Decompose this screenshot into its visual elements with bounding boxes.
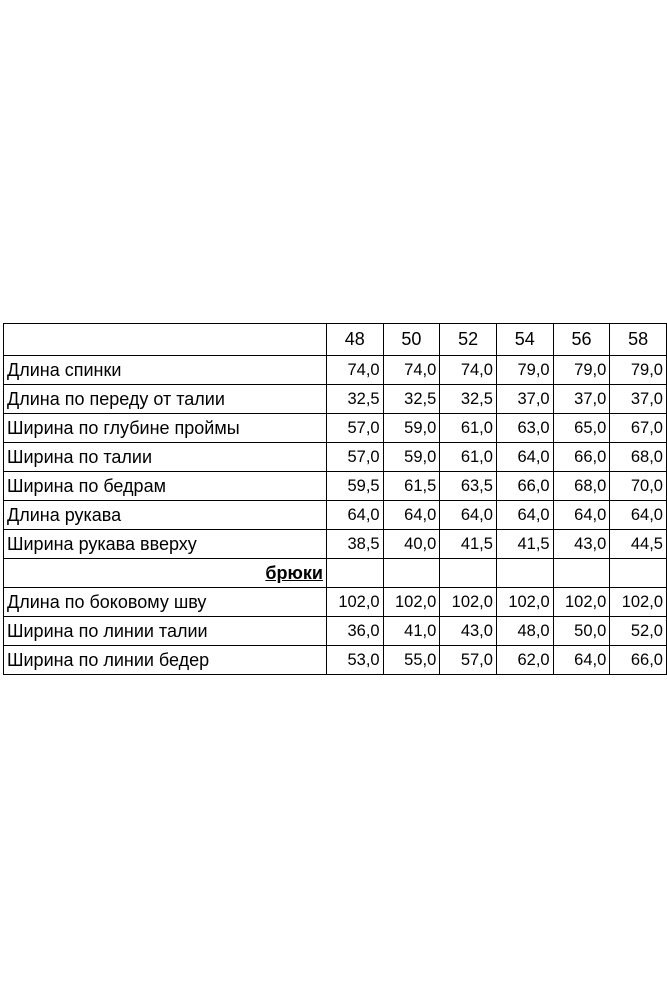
measurement-value: 55,0 [383,646,440,675]
measurement-label: Ширина по бедрам [4,472,327,501]
measurement-value: 79,0 [496,356,553,385]
measurement-value: 59,0 [383,443,440,472]
measurement-row [4,501,667,530]
measurement-value: 61,5 [383,472,440,501]
measurement-row [4,588,667,617]
measurement-value: 50,0 [553,617,610,646]
measurement-value: 64,0 [326,501,383,530]
measurement-row [4,356,667,385]
measurement-value: 64,0 [496,501,553,530]
measurement-value: 79,0 [610,356,667,385]
measurement-value: 102,0 [610,588,667,617]
measurement-value: 102,0 [326,588,383,617]
measurement-value: 67,0 [610,414,667,443]
measurement-value: 37,0 [553,385,610,414]
measurement-value: 43,0 [553,530,610,559]
measurement-value: 37,0 [610,385,667,414]
measurement-label: Длина спинки [4,356,327,385]
measurement-value: 41,0 [383,617,440,646]
empty-cell [383,559,440,588]
measurement-value: 44,5 [610,530,667,559]
measurement-value: 48,0 [496,617,553,646]
measurement-row [4,530,667,559]
measurement-value: 63,0 [496,414,553,443]
measurement-value: 53,0 [326,646,383,675]
measurement-value: 61,0 [440,414,497,443]
measurement-label: Ширина по талии [4,443,327,472]
measurement-value: 66,0 [496,472,553,501]
measurement-value: 57,0 [326,443,383,472]
measurement-row [4,646,667,675]
measurement-value: 64,0 [610,501,667,530]
measurement-value: 57,0 [326,414,383,443]
measurement-row [4,472,667,501]
measurement-value: 52,0 [610,617,667,646]
empty-cell [326,559,383,588]
measurement-value: 68,0 [610,443,667,472]
measurement-value: 41,5 [440,530,497,559]
measurement-value: 62,0 [496,646,553,675]
measurement-value: 32,5 [326,385,383,414]
size-chart-body [4,324,667,675]
empty-cell [553,559,610,588]
measurement-value: 32,5 [383,385,440,414]
measurement-row [4,443,667,472]
header-empty-cell [4,324,327,356]
measurement-row [4,385,667,414]
measurement-value: 59,5 [326,472,383,501]
measurement-value: 102,0 [553,588,610,617]
size-header-cell: 54 [496,324,553,356]
size-header-cell: 58 [610,324,667,356]
size-header-cell: 56 [553,324,610,356]
size-chart-table [3,323,667,675]
measurement-value: 37,0 [496,385,553,414]
measurement-value: 74,0 [326,356,383,385]
measurement-value: 59,0 [383,414,440,443]
measurement-value: 74,0 [383,356,440,385]
measurement-value: 63,5 [440,472,497,501]
measurement-value: 40,0 [383,530,440,559]
measurement-label: Ширина по глубине проймы [4,414,327,443]
size-header-cell: 50 [383,324,440,356]
size-header-cell: 52 [440,324,497,356]
measurement-value: 36,0 [326,617,383,646]
measurement-label: Длина рукава [4,501,327,530]
measurement-value: 66,0 [553,443,610,472]
measurement-value: 74,0 [440,356,497,385]
measurement-value: 70,0 [610,472,667,501]
measurement-value: 102,0 [440,588,497,617]
measurement-value: 57,0 [440,646,497,675]
measurement-value: 64,0 [440,501,497,530]
measurement-value: 66,0 [610,646,667,675]
empty-cell [610,559,667,588]
measurement-value: 32,5 [440,385,497,414]
measurement-value: 65,0 [553,414,610,443]
empty-cell [496,559,553,588]
measurement-label: Ширина рукава вверху [4,530,327,559]
measurement-value: 68,0 [553,472,610,501]
measurement-label: Ширина по линии талии [4,617,327,646]
size-header-cell: 48 [326,324,383,356]
section-row [4,559,667,588]
measurement-value: 64,0 [383,501,440,530]
measurement-value: 79,0 [553,356,610,385]
measurement-value: 43,0 [440,617,497,646]
empty-cell [440,559,497,588]
measurement-value: 64,0 [496,443,553,472]
measurement-label: Длина по боковому шву [4,588,327,617]
measurement-row [4,617,667,646]
section-heading: брюки [4,559,327,588]
size-header-row [4,324,667,356]
measurement-label: Ширина по линии бедер [4,646,327,675]
measurement-value: 61,0 [440,443,497,472]
measurement-value: 64,0 [553,501,610,530]
measurement-value: 102,0 [383,588,440,617]
measurement-row [4,414,667,443]
measurement-value: 41,5 [496,530,553,559]
measurement-value: 38,5 [326,530,383,559]
measurement-value: 102,0 [496,588,553,617]
measurement-value: 64,0 [553,646,610,675]
measurement-label: Длина по переду от талии [4,385,327,414]
